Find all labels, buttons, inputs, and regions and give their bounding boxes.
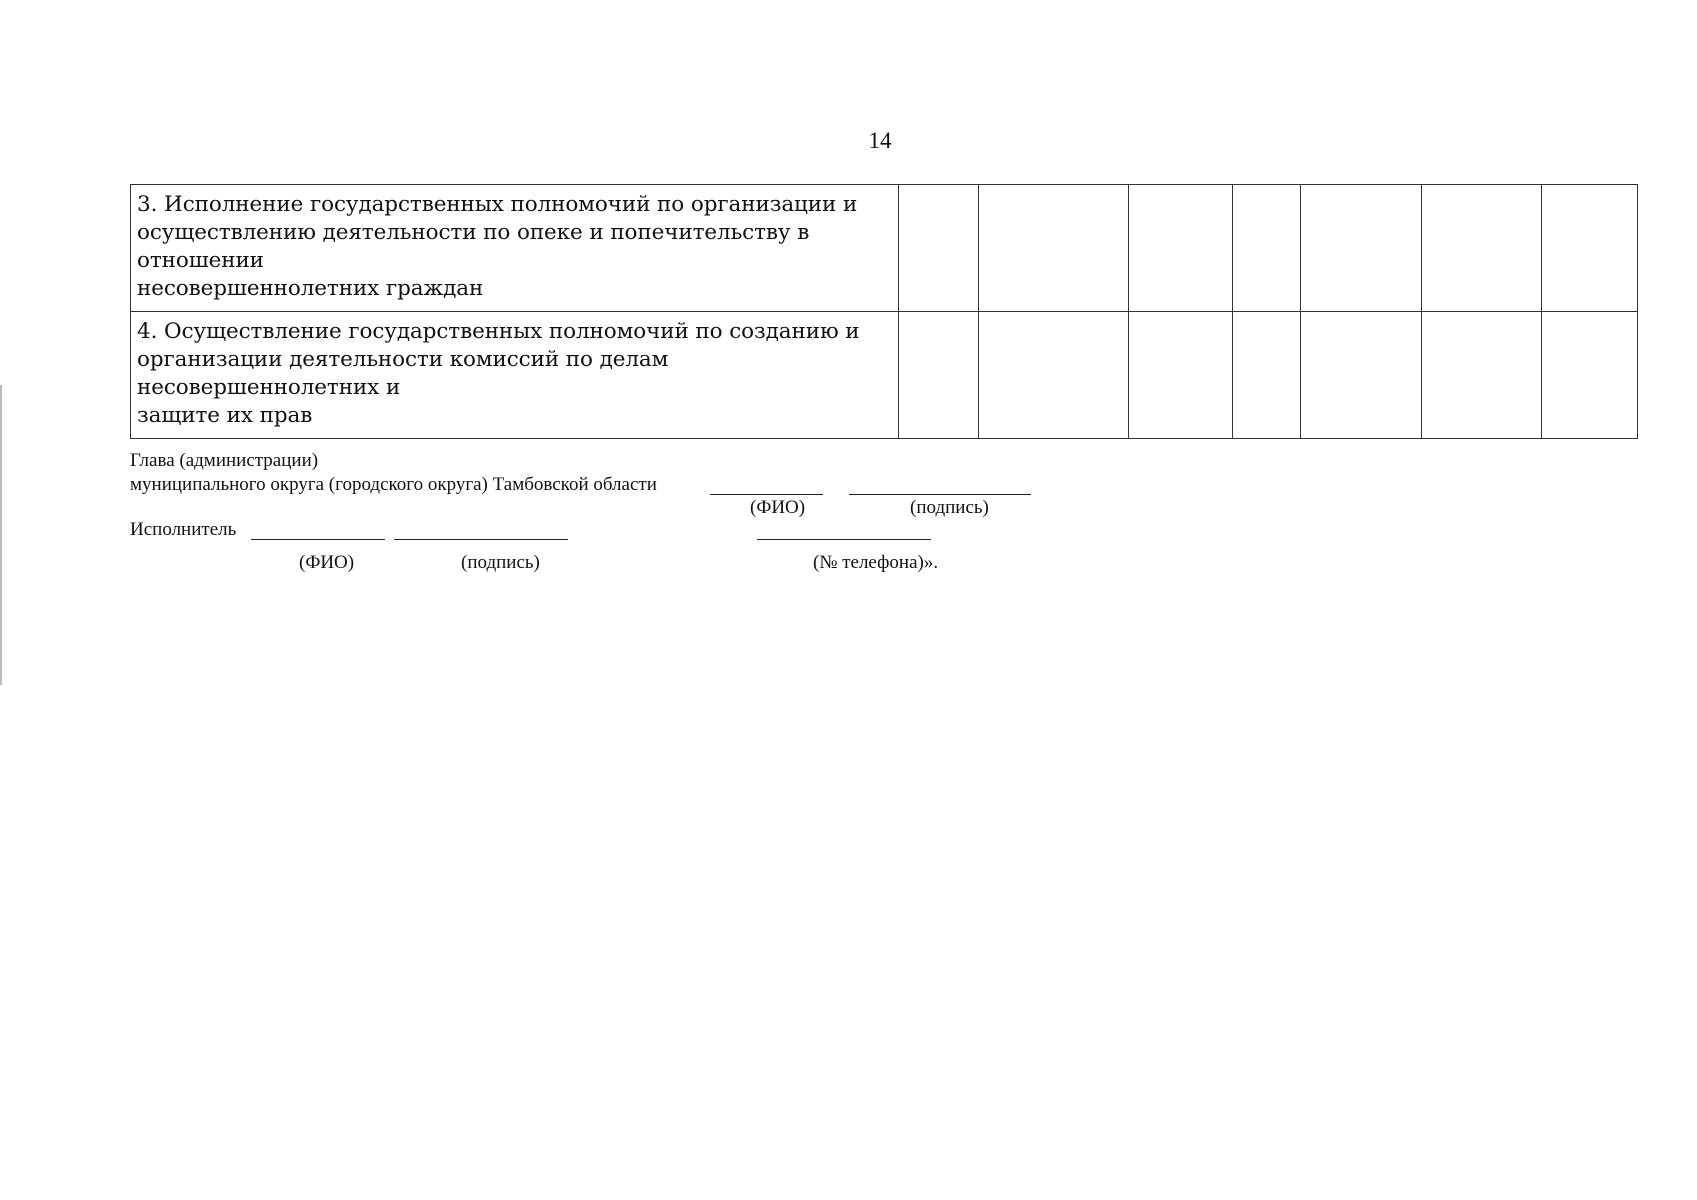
row-description-line: защите их прав	[137, 403, 313, 428]
head-title-line1: Глава (администрации)	[130, 450, 319, 471]
table-cell	[979, 185, 1129, 312]
table-row	[131, 185, 1638, 312]
table-cell	[1542, 312, 1638, 439]
table-row	[131, 312, 1638, 439]
table-cell	[1542, 185, 1638, 312]
executor-phone-caption: (№ телефона)».	[813, 552, 939, 573]
page-number: 14	[868, 128, 892, 153]
report-table	[130, 184, 1638, 439]
table-cell	[1129, 312, 1233, 439]
table-cell	[899, 312, 979, 439]
head-fio-caption: (ФИО)	[750, 497, 806, 518]
executor-label: Исполнитель	[130, 519, 237, 540]
row-description-line: несовершеннолетних граждан	[137, 276, 484, 301]
table-cell	[1301, 185, 1422, 312]
row-description-line: 4. Осуществление государственных полномочий по созданию и	[137, 319, 860, 344]
executor-fio-caption: (ФИО)	[299, 552, 355, 573]
table-cell	[1233, 312, 1301, 439]
table-cell	[1301, 312, 1422, 439]
table-cell	[899, 185, 979, 312]
table-cell	[1233, 185, 1301, 312]
executor-fio-line[interactable]	[251, 539, 385, 540]
row-description-line: организации деятельности комиссий по делам несовершеннолетних и	[137, 347, 669, 400]
row-description-line: осуществлению деятельности по опеке и попечительству в отношении	[137, 220, 810, 273]
row-description	[131, 185, 899, 312]
head-signature-line[interactable]	[849, 494, 1031, 495]
executor-phone-line[interactable]	[757, 539, 931, 540]
row-description	[131, 312, 899, 439]
table-cell	[1129, 185, 1233, 312]
table-cell	[1422, 185, 1542, 312]
head-signature-caption: (подпись)	[910, 497, 989, 518]
head-fio-line[interactable]	[710, 494, 823, 495]
head-title-line2: муниципального округа (городского округа) Тамбовской области	[130, 474, 657, 495]
table-cell	[1422, 312, 1542, 439]
executor-signature-line[interactable]	[394, 539, 568, 540]
row-description-line: 3. Исполнение государственных полномочий по организации и	[137, 192, 858, 217]
scan-edge-mark	[0, 385, 2, 685]
table-cell	[979, 312, 1129, 439]
executor-signature-caption: (подпись)	[461, 552, 540, 573]
